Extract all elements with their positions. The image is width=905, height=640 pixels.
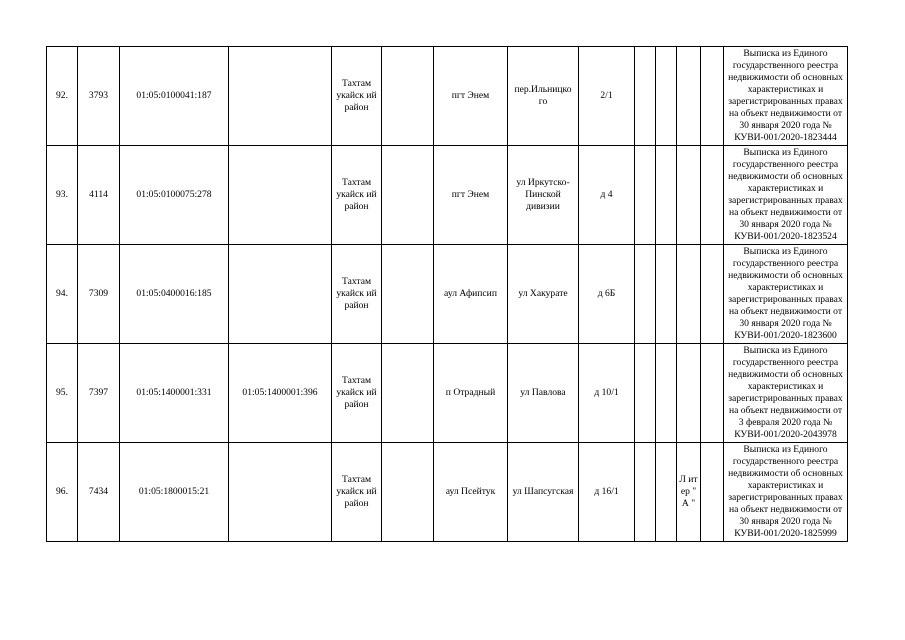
empty-cell bbox=[382, 245, 434, 344]
liter bbox=[677, 47, 701, 146]
parent-cadastral-number bbox=[229, 245, 332, 344]
empty-cell bbox=[701, 245, 724, 344]
cadastral-number: 01:05:0100041:187 bbox=[120, 47, 229, 146]
locality: пгт Энем bbox=[434, 146, 508, 245]
empty-cell bbox=[656, 344, 677, 443]
empty-cell bbox=[656, 443, 677, 542]
district: Тахтам укайск ий район bbox=[332, 146, 382, 245]
empty-cell bbox=[701, 146, 724, 245]
parent-cadastral-number bbox=[229, 443, 332, 542]
locality: п Отрадный bbox=[434, 344, 508, 443]
document-description: Выписка из Единого государственного реестра недвижимости об основных характеристиках и зарегистрированных правах на объект недвижимости от 3 февраля 2020 года № КУВИ-001/2020-2043978 bbox=[724, 344, 848, 443]
district: Тахтам укайск ий район bbox=[332, 344, 382, 443]
empty-cell bbox=[635, 146, 656, 245]
empty-cell bbox=[382, 344, 434, 443]
object-id: 7309 bbox=[78, 245, 120, 344]
liter: Л ит ер " А " bbox=[677, 443, 701, 542]
row-number: 92. bbox=[47, 47, 78, 146]
table-row bbox=[47, 245, 848, 344]
row-number: 95. bbox=[47, 344, 78, 443]
empty-cell bbox=[382, 443, 434, 542]
locality: аул Афипсип bbox=[434, 245, 508, 344]
house-number: д 6Б bbox=[579, 245, 635, 344]
street: ул Павлова bbox=[508, 344, 579, 443]
liter bbox=[677, 146, 701, 245]
district: Тахтам укайск ий район bbox=[332, 443, 382, 542]
empty-cell bbox=[635, 245, 656, 344]
table-row bbox=[47, 344, 848, 443]
object-id: 4114 bbox=[78, 146, 120, 245]
empty-cell bbox=[382, 47, 434, 146]
street: пер.Ильницко го bbox=[508, 47, 579, 146]
cadastral-number: 01:05:1800015:21 bbox=[120, 443, 229, 542]
district: Тахтам укайск ий район bbox=[332, 47, 382, 146]
row-number: 96. bbox=[47, 443, 78, 542]
house-number: д 10/1 bbox=[579, 344, 635, 443]
empty-cell bbox=[701, 344, 724, 443]
document-description: Выписка из Единого государственного реестра недвижимости об основных характеристиках и зарегистрированных правах на объект недвижимости от 30 января 2020 года № КУВИ-001/2020-1823600 bbox=[724, 245, 848, 344]
house-number: 2/1 bbox=[579, 47, 635, 146]
parent-cadastral-number: 01:05:1400001:396 bbox=[229, 344, 332, 443]
parent-cadastral-number bbox=[229, 146, 332, 245]
empty-cell bbox=[701, 47, 724, 146]
document-description: Выписка из Единого государственного реестра недвижимости об основных характеристиках и зарегистрированных правах на объект недвижимости от 30 января 2020 года № КУВИ-001/2020-1825999 bbox=[724, 443, 848, 542]
empty-cell bbox=[701, 443, 724, 542]
parent-cadastral-number bbox=[229, 47, 332, 146]
row-number: 93. bbox=[47, 146, 78, 245]
locality: аул Псейтук bbox=[434, 443, 508, 542]
street: ул Иркутско-Пинской дивизии bbox=[508, 146, 579, 245]
cadastral-number: 01:05:0100075:278 bbox=[120, 146, 229, 245]
cadastral-number: 01:05:0400016:185 bbox=[120, 245, 229, 344]
table-row bbox=[47, 47, 848, 146]
object-id: 7397 bbox=[78, 344, 120, 443]
district: Тахтам укайск ий район bbox=[332, 245, 382, 344]
table-body bbox=[47, 47, 848, 542]
empty-cell bbox=[382, 146, 434, 245]
document-description: Выписка из Единого государственного реестра недвижимости об основных характеристиках и зарегистрированных правах на объект недвижимости от 30 января 2020 года № КУВИ-001/2020-1823524 bbox=[724, 146, 848, 245]
empty-cell bbox=[656, 245, 677, 344]
liter bbox=[677, 344, 701, 443]
cadastral-number: 01:05:1400001:331 bbox=[120, 344, 229, 443]
empty-cell bbox=[635, 344, 656, 443]
empty-cell bbox=[656, 47, 677, 146]
street: ул Хакурате bbox=[508, 245, 579, 344]
document-description: Выписка из Единого государственного реестра недвижимости об основных характеристиках и зарегистрированных правах на объект недвижимости от 30 января 2020 года № КУВИ-001/2020-1823444 bbox=[724, 47, 848, 146]
street: ул Шапсугская bbox=[508, 443, 579, 542]
empty-cell bbox=[635, 47, 656, 146]
table-row bbox=[47, 443, 848, 542]
object-id: 3793 bbox=[78, 47, 120, 146]
locality: пгт Энем bbox=[434, 47, 508, 146]
registry-table bbox=[46, 46, 848, 542]
object-id: 7434 bbox=[78, 443, 120, 542]
house-number: д 4 bbox=[579, 146, 635, 245]
empty-cell bbox=[635, 443, 656, 542]
table-row bbox=[47, 146, 848, 245]
liter bbox=[677, 245, 701, 344]
house-number: д 16/1 bbox=[579, 443, 635, 542]
row-number: 94. bbox=[47, 245, 78, 344]
empty-cell bbox=[656, 146, 677, 245]
